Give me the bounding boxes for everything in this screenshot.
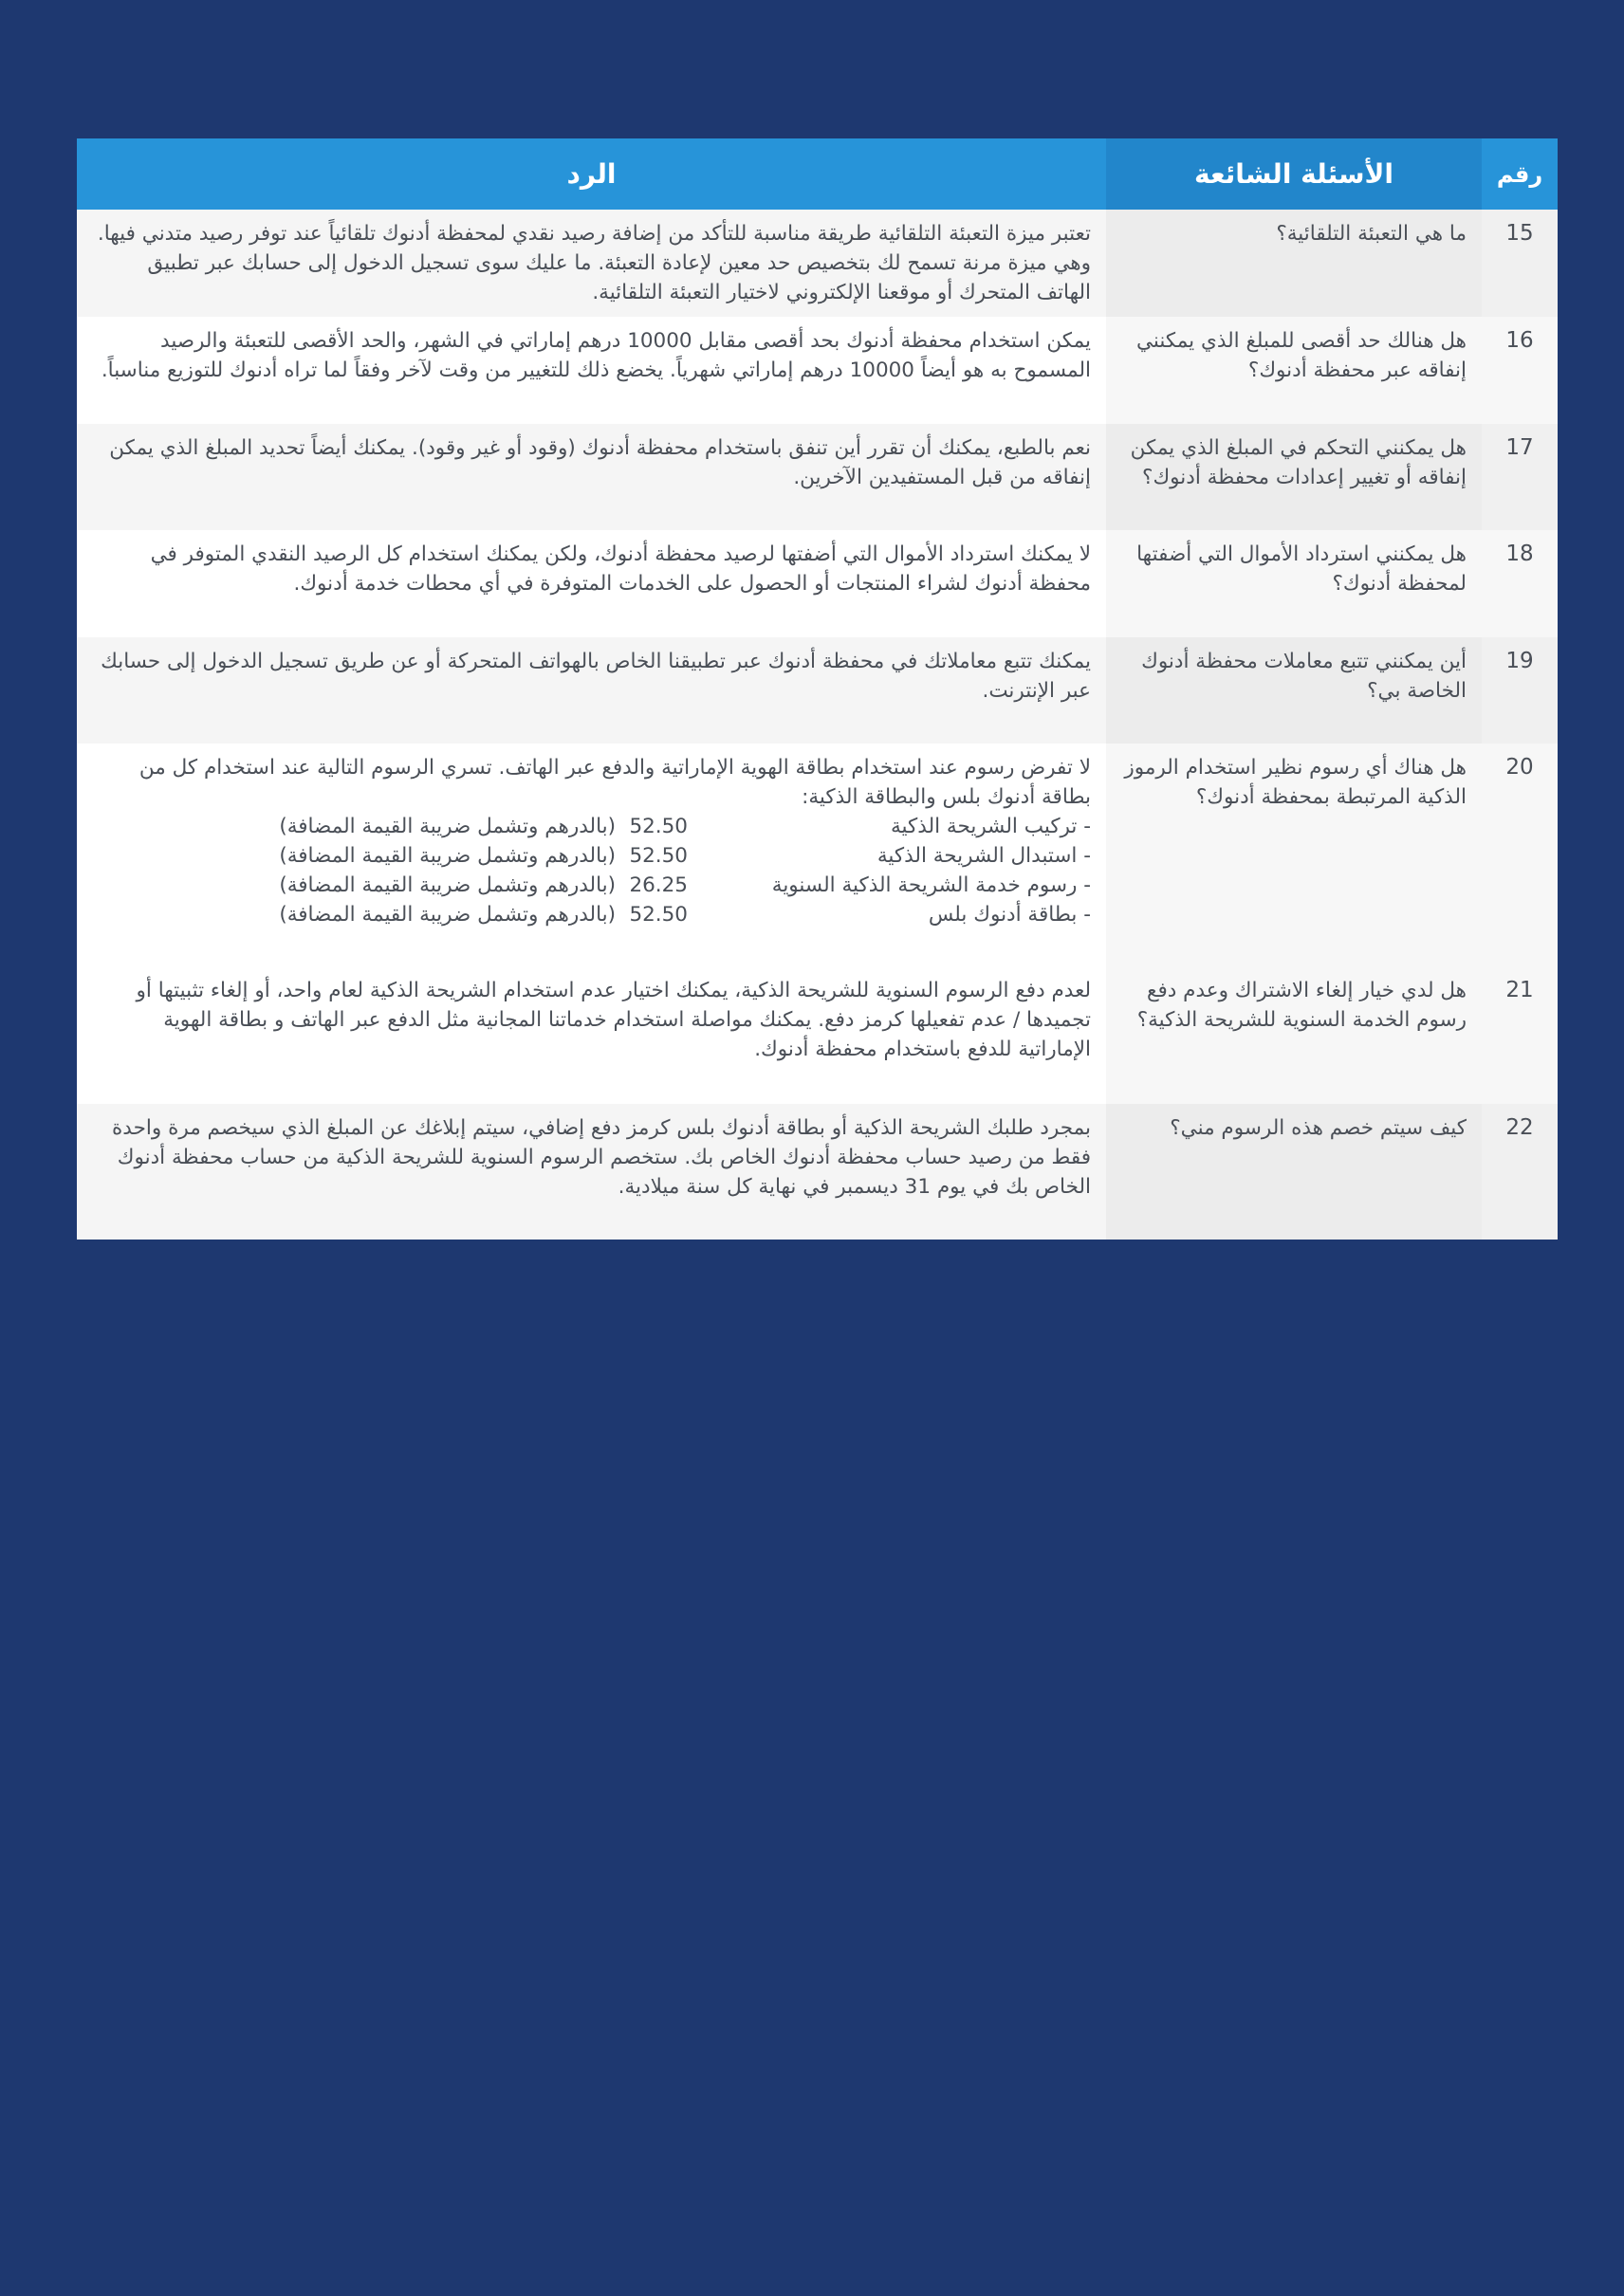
- row-question: هل يمكنني التحكم في المبلغ الذي يمكن إنفاقه أو تغيير إعدادات محفظة أدنوك؟: [1106, 424, 1482, 530]
- fee-item: [92, 841, 1091, 871]
- fee-item: [92, 871, 1091, 900]
- row-question: هل يمكنني استرداد الأموال التي أضفتها لمحفظة أدنوك؟: [1106, 530, 1482, 637]
- row-number: 19: [1482, 637, 1558, 744]
- row-question: كيف سيتم خصم هذه الرسوم مني؟: [1106, 1104, 1482, 1240]
- row-number: 17: [1482, 424, 1558, 530]
- fee-note: (بالدرهم وتشمل ضريبة القيمة المضافة): [279, 903, 616, 927]
- row-question: هل هنالك حد أقصى للمبلغ الذي يمكنني إنفاقه عبر محفظة أدنوك؟: [1106, 317, 1482, 424]
- table-row: [77, 424, 1558, 530]
- row-number: 18: [1482, 530, 1558, 637]
- fee-amount: 52.50: [629, 903, 688, 927]
- fee-amount: 52.50: [629, 815, 688, 838]
- row-number: 20: [1482, 744, 1558, 966]
- row-answer: يمكنك تتبع معاملاتك في محفظة أدنوك عبر تطبيقنا الخاص بالهواتف المتحركة أو عن طريق تسجيل الدخول إلى حسابك عبر الإنترنت.: [77, 637, 1106, 744]
- fee-item: [92, 812, 1091, 841]
- header-question: الأسئلة الشائعة: [1106, 138, 1482, 210]
- row-question: هل لدي خيار إلغاء الاشتراك وعدم دفع رسوم الخدمة السنوية للشريحة الذكية؟: [1106, 966, 1482, 1104]
- row-answer: يمكن استخدام محفظة أدنوك بحد أقصى مقابل 10000 درهم إماراتي في الشهر، والحد الأقصى للتعبئة والرصيد المسموح به هو أيضاً 10000 درهم إماراتي شهرياً. يخضع ذلك للتغيير من وقت لآخر وفقاً لما تراه أدنوك للتوزيع مناسباً.: [77, 317, 1106, 424]
- row-answer: لعدم دفع الرسوم السنوية للشريحة الذكية، يمكنك اختيار عدم استخدام الشريحة الذكية لعام واحد، أو إلغاء تثبيتها أو تجميدها / عدم تفعيلها كرمز دفع. يمكنك مواصلة استخدام خدماتنا المجانية مثل الدفع عبر الهاتف و بطاقة الهوية الإماراتية للدفع باستخدام محفظة أدنوك.: [77, 966, 1106, 1104]
- table-row: [77, 1104, 1558, 1240]
- fee-item: [92, 900, 1091, 929]
- fee-name: - تركيب الشريحة الذكية: [891, 815, 1091, 838]
- row-number: 21: [1482, 966, 1558, 1104]
- table-row: [77, 637, 1558, 744]
- row-number: 15: [1482, 210, 1558, 317]
- row-number: 22: [1482, 1104, 1558, 1240]
- fee-note: (بالدرهم وتشمل ضريبة القيمة المضافة): [279, 873, 616, 897]
- table-row: [77, 210, 1558, 317]
- table-row: [77, 966, 1558, 1104]
- row-answer-with-fees: [77, 744, 1106, 966]
- row-question: هل هناك أي رسوم نظير استخدام الرموز الذكية المرتبطة بمحفظة أدنوك؟: [1106, 744, 1482, 966]
- fee-name: - رسوم خدمة الشريحة الذكية السنوية: [771, 873, 1091, 897]
- row-answer: نعم بالطبع، يمكنك أن تقرر أين تنفق باستخدام محفظة أدنوك (وقود أو غير وقود). يمكنك أيضاً تحديد المبلغ الذي يمكن إنفاقه من قبل المستفيدين الآخرين.: [77, 424, 1106, 530]
- fee-note: (بالدرهم وتشمل ضريبة القيمة المضافة): [279, 844, 616, 868]
- row-question: أين يمكنني تتبع معاملات محفظة أدنوك الخاصة بي؟: [1106, 637, 1482, 744]
- table-row: [77, 317, 1558, 424]
- fee-name: - بطاقة أدنوك بلس: [928, 903, 1091, 927]
- fee-amount: 52.50: [629, 844, 688, 868]
- faq-table-container: [77, 138, 1558, 1240]
- table-row: [77, 530, 1558, 637]
- fee-amount: 26.25: [629, 873, 688, 897]
- header-number: رقم: [1482, 138, 1558, 210]
- row-answer: بمجرد طلبك الشريحة الذكية أو بطاقة أدنوك بلس كرمز دفع إضافي، سيتم إبلاغك عن المبلغ الذي سيخصم مرة واحدة فقط من رصيد حساب محفظة أدنوك الخاص بك. ستخصم الرسوم السنوية للشريحة الذكية من حساب محفظة أدنوك الخاص بك في يوم 31 ديسمبر في نهاية كل سنة ميلادية.: [77, 1104, 1106, 1240]
- row-answer: لا يمكنك استرداد الأموال التي أضفتها لرصيد محفظة أدنوك، ولكن يمكنك استخدام كل الرصيد النقدي المتوفر في محفظة أدنوك لشراء المنتجات أو الحصول على الخدمات المتوفرة في أي محطات خدمة أدنوك.: [77, 530, 1106, 637]
- fees-list: [92, 812, 1091, 929]
- header-answer: الرد: [77, 138, 1106, 210]
- faq-table: [77, 138, 1558, 1240]
- fee-note: (بالدرهم وتشمل ضريبة القيمة المضافة): [279, 815, 616, 838]
- fee-name: - استبدال الشريحة الذكية: [877, 844, 1091, 868]
- table-header-row: [77, 138, 1558, 210]
- row-number: 16: [1482, 317, 1558, 424]
- row-answer: تعتبر ميزة التعبئة التلقائية طريقة مناسبة للتأكد من إضافة رصيد نقدي لمحفظة أدنوك تلقائياً عند توفر رصيد متدني فيها. وهي ميزة مرنة تسمح لك بتخصيص حد معين لإعادة التعبئة. ما عليك سوى تسجيل الدخول إلى حسابك عبر تطبيق الهاتف المتحرك أو موقعنا الإلكتروني لاختيار التعبئة التلقائية.: [77, 210, 1106, 317]
- row-answer: لا تفرض رسوم عند استخدام بطاقة الهوية الإماراتية والدفع عبر الهاتف. تسري الرسوم التالية عند استخدام كل من بطاقة أدنوك بلس والبطاقة الذكية:: [138, 756, 1091, 809]
- table-row: [77, 744, 1558, 966]
- row-question: ما هي التعبئة التلقائية؟: [1106, 210, 1482, 317]
